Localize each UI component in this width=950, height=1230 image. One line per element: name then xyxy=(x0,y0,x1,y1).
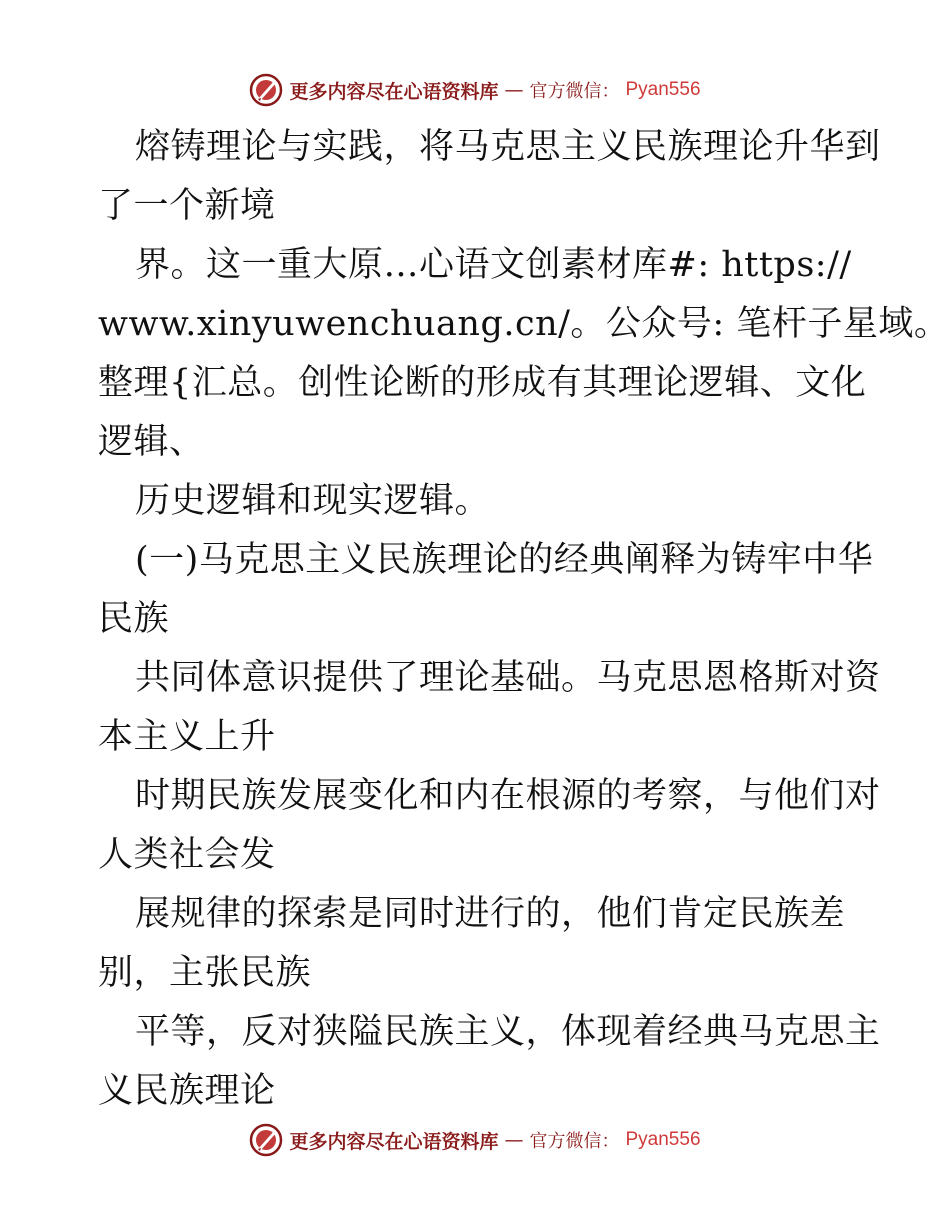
text-line: 平等，反对狭隘民族主义，体现着经典马克思主 xyxy=(135,1012,881,1052)
banner-title: 更多内容尽在心语资料库 xyxy=(289,80,499,103)
banner-separator: — xyxy=(504,79,524,101)
text-line: 本主义上升 xyxy=(98,717,276,757)
footer-banner xyxy=(0,1120,950,1160)
text-line: 熔铸理论与实践，将马克思主义民族理论升华到 xyxy=(135,127,881,167)
section-heading-line: (一)马克思主义民族理论的经典阐释为铸牢中华 xyxy=(135,540,874,580)
document-body xyxy=(98,118,950,1121)
text-line: 义民族理论 xyxy=(98,1071,276,1111)
text-line: 时期民族发展变化和内在根源的考察，与他们对 xyxy=(135,776,881,816)
text-line: 整理{汇总。创性论断的形成有其理论逻辑、文化 xyxy=(98,363,867,403)
banner-wechat-label: 官方微信： xyxy=(529,1131,620,1152)
banner-wechat-id: Pyan556 xyxy=(625,79,701,100)
header-banner xyxy=(0,70,950,110)
banner-wechat-id: Pyan556 xyxy=(625,1129,701,1150)
text-line: 展规律的探索是同时进行的，他们肯定民族差 xyxy=(135,894,846,934)
banner-wechat-label: 官方微信： xyxy=(529,81,620,102)
text-line: www.xinyuwenchuang.cn/。公众号: 笔杆子星域。 xyxy=(98,304,950,344)
text-line: 民族 xyxy=(98,599,170,639)
pen-logo-icon xyxy=(249,1123,283,1157)
banner-separator: — xyxy=(504,1129,524,1151)
pen-logo-icon xyxy=(249,73,283,107)
text-line: 历史逻辑和现实逻辑。 xyxy=(135,481,491,521)
text-line: 了一个新境 xyxy=(98,186,276,226)
text-line: 界。这一重大原…心语文创素材库#: https:// xyxy=(135,245,852,285)
text-line: 人类社会发 xyxy=(98,835,276,875)
banner-title: 更多内容尽在心语资料库 xyxy=(289,1130,499,1153)
text-line: 别，主张民族 xyxy=(98,953,312,993)
text-line: 逻辑、 xyxy=(98,422,205,462)
text-line: 共同体意识提供了理论基础。马克思恩格斯对资 xyxy=(135,658,881,698)
